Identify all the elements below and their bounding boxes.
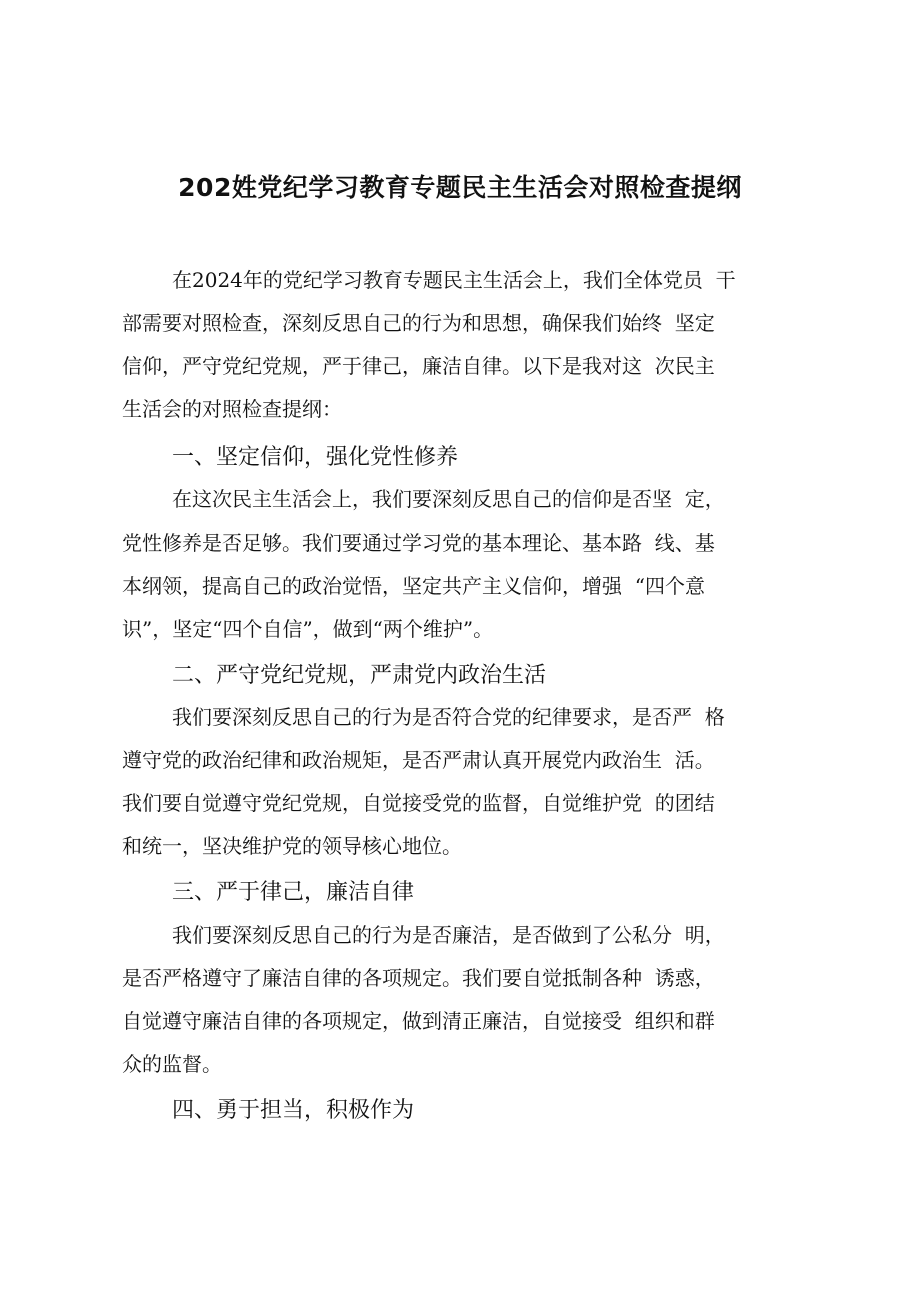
- section-2-heading: 二、严守党纪党规，严肃党内政治生活: [172, 663, 547, 688]
- section-1-line-3: 本纲领，提高自己的政治觉悟，坚定共产主义信仰，增强 “四个意: [122, 574, 705, 598]
- intro-line-3: 信仰，严守党纪党规，严于律己，廉洁自律。以下是我对这 次民主: [122, 354, 715, 378]
- intro-line-2: 部需要对照检查，深刻反思自己的行为和思想，确保我们始终 坚定: [122, 311, 715, 335]
- section-1-line-1: 在这次民主生活会上，我们要深刻反思自己的信仰是否坚 定，: [172, 487, 725, 511]
- document-title: 202姓党纪学习教育专题民主生活会对照检查提纲: [178, 173, 742, 202]
- section-3-line-3: 自觉遵守廉洁自律的各项规定，做到清正廉洁，自觉接受 组织和群: [122, 1009, 715, 1033]
- section-1-heading: 一、坚定信仰，强化党性修养: [172, 445, 459, 470]
- section-2-line-2: 遵守党的政治纪律和政治规矩，是否严肃认真开展党内政治生 活。: [122, 748, 715, 772]
- section-1-line-2: 党性修养是否足够。我们要通过学习党的基本理论、基本路 线、基: [122, 531, 715, 555]
- section-3-line-4: 众的监督。: [122, 1052, 222, 1076]
- section-3-heading: 三、严于律己，廉洁自律: [172, 880, 415, 905]
- intro-line-4: 生活会的对照检查提纲：: [122, 397, 342, 421]
- section-3-line-1: 我们要深刻反思自己的行为是否廉洁，是否做到了公私分 明，: [172, 923, 725, 947]
- intro-line-1: 在2024年的党纪学习教育专题民主生活会上，我们全体党员 干: [172, 268, 736, 292]
- section-2-line-3: 我们要自觉遵守党纪党规，自觉接受党的监督，自觉维护党 的团结: [122, 791, 715, 815]
- section-1-line-4: 识”，坚定“四个自信”，做到“两个维护”。: [122, 617, 494, 641]
- section-3-line-2: 是否严格遵守了廉洁自律的各项规定。我们要自觉抵制各种 诱惑，: [122, 966, 715, 990]
- section-2-line-4: 和统一，坚决维护党的领导核心地位。: [122, 834, 462, 858]
- section-2-line-1: 我们要深刻反思自己的行为是否符合党的纪律要求，是否严 格: [172, 705, 725, 729]
- section-4-heading: 四、勇于担当，积极作为: [172, 1098, 415, 1123]
